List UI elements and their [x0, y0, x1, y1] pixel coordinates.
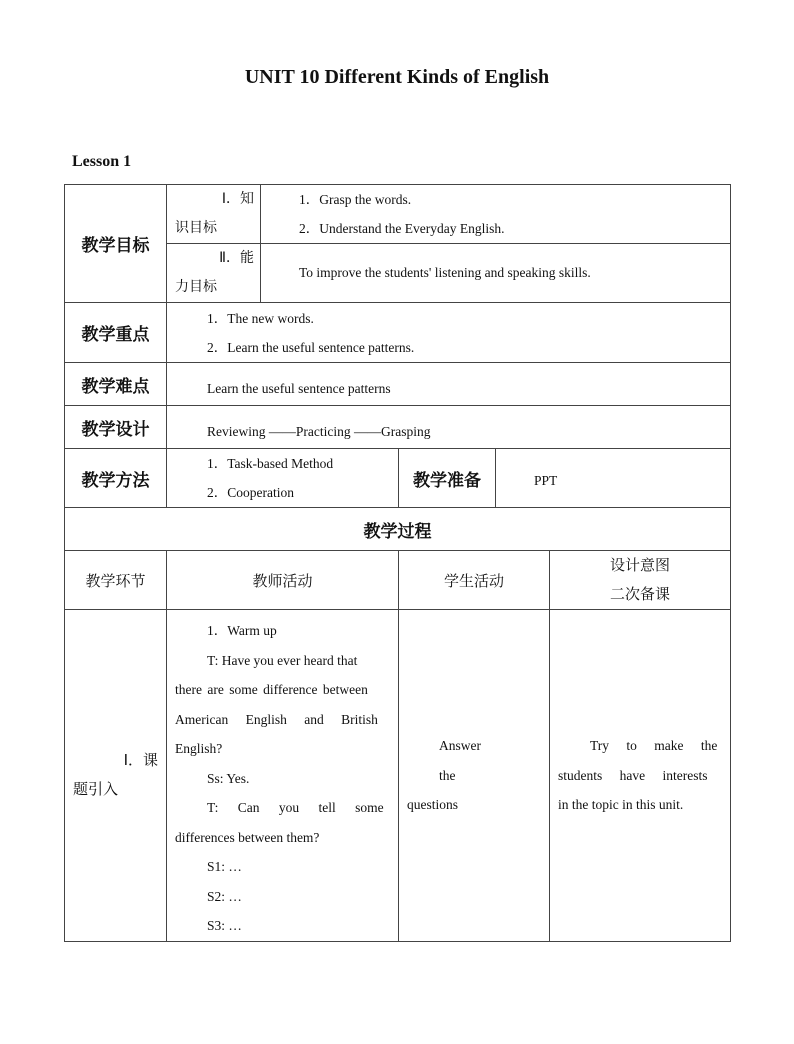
teacher-line-3: there are some difference between	[175, 682, 368, 697]
knowledge-item-2: 2．Understand the Everyday English.	[299, 221, 505, 236]
header-design-line-1: 设计意图	[610, 556, 671, 574]
student-activity	[399, 610, 550, 942]
header-student-activity: 学生活动	[399, 551, 550, 610]
teacher-line-8: differences between them?	[175, 829, 320, 845]
knowledge-objective-items	[261, 185, 731, 244]
preparation-value: PPT	[496, 449, 731, 508]
lesson-heading: Lesson 1	[72, 153, 132, 170]
knowledge-label-line-2: 识目标	[175, 220, 217, 236]
design-line-1: Try to make the	[590, 738, 718, 753]
teacher-line-2-text: T: Have you ever heard that	[207, 652, 358, 668]
teacher-line-1: 1．Warm up	[207, 623, 277, 638]
design-intent	[550, 610, 731, 942]
teacher-line-7: T: Can you tell some	[207, 800, 384, 815]
header-design-intent	[550, 551, 731, 610]
difficulties-label: 教学难点	[65, 363, 167, 406]
objectives-label: 教学目标	[65, 185, 167, 303]
stage-line-2: 题引入	[73, 780, 119, 799]
design-label: 教学设计	[65, 406, 167, 449]
knowledge-label-line-1: Ⅰ．知	[221, 191, 254, 207]
header-teacher-activity: 教师活动	[167, 551, 399, 610]
document-title: UNIT 10 Different Kinds of English	[244, 66, 550, 88]
ability-objective-label	[167, 244, 261, 303]
ability-label-line-1: Ⅱ．能	[219, 250, 254, 266]
knowledge-objective-label	[167, 185, 261, 244]
design-line-3: in the topic in this unit.	[558, 797, 684, 812]
difficulties-text: Learn the useful sentence patterns	[167, 363, 731, 406]
knowledge-item-1: 1．Grasp the words.	[299, 192, 412, 207]
process-label: 教学过程	[65, 508, 731, 551]
preparation-label: 教学准备	[399, 449, 496, 508]
key-points-items	[167, 303, 731, 363]
header-design-line-2: 二次备课	[610, 585, 671, 603]
key-points-label: 教学重点	[65, 303, 167, 363]
key-point-item-2: 2．Learn the useful sentence patterns.	[207, 339, 415, 355]
teacher-activity	[167, 610, 399, 942]
ability-objective-text: To improve the students' listening and speaking skills.	[261, 244, 731, 303]
teacher-line-4: American English and British	[175, 711, 378, 727]
method-item-2: 2．Cooperation	[207, 485, 294, 500]
student-line-1: Answer the	[439, 738, 481, 783]
method-item-1: 1．Task-based Method	[207, 456, 334, 471]
methods-items	[167, 449, 399, 508]
design-line-2: students have interests	[558, 767, 708, 783]
teacher-line-2	[175, 646, 390, 676]
ability-label-line-2: 力目标	[175, 279, 217, 295]
design-text: Reviewing ——Practicing ——Grasping	[167, 406, 731, 449]
methods-label: 教学方法	[65, 449, 167, 508]
header-stage: 教学环节	[65, 551, 167, 610]
teacher-line-11: S3: …	[207, 918, 242, 933]
teacher-line-10: S2: …	[207, 888, 242, 904]
key-point-item-1: 1．The new words.	[207, 310, 314, 326]
teacher-line-9: S1: …	[207, 859, 242, 874]
teacher-line-6: Ss: Yes.	[207, 770, 250, 786]
lesson-plan-table	[64, 184, 731, 942]
stage-intro	[65, 610, 167, 942]
stage-line-1: Ⅰ．课	[123, 751, 158, 770]
student-line-2: questions	[407, 797, 459, 812]
teacher-line-5: English?	[175, 741, 223, 756]
